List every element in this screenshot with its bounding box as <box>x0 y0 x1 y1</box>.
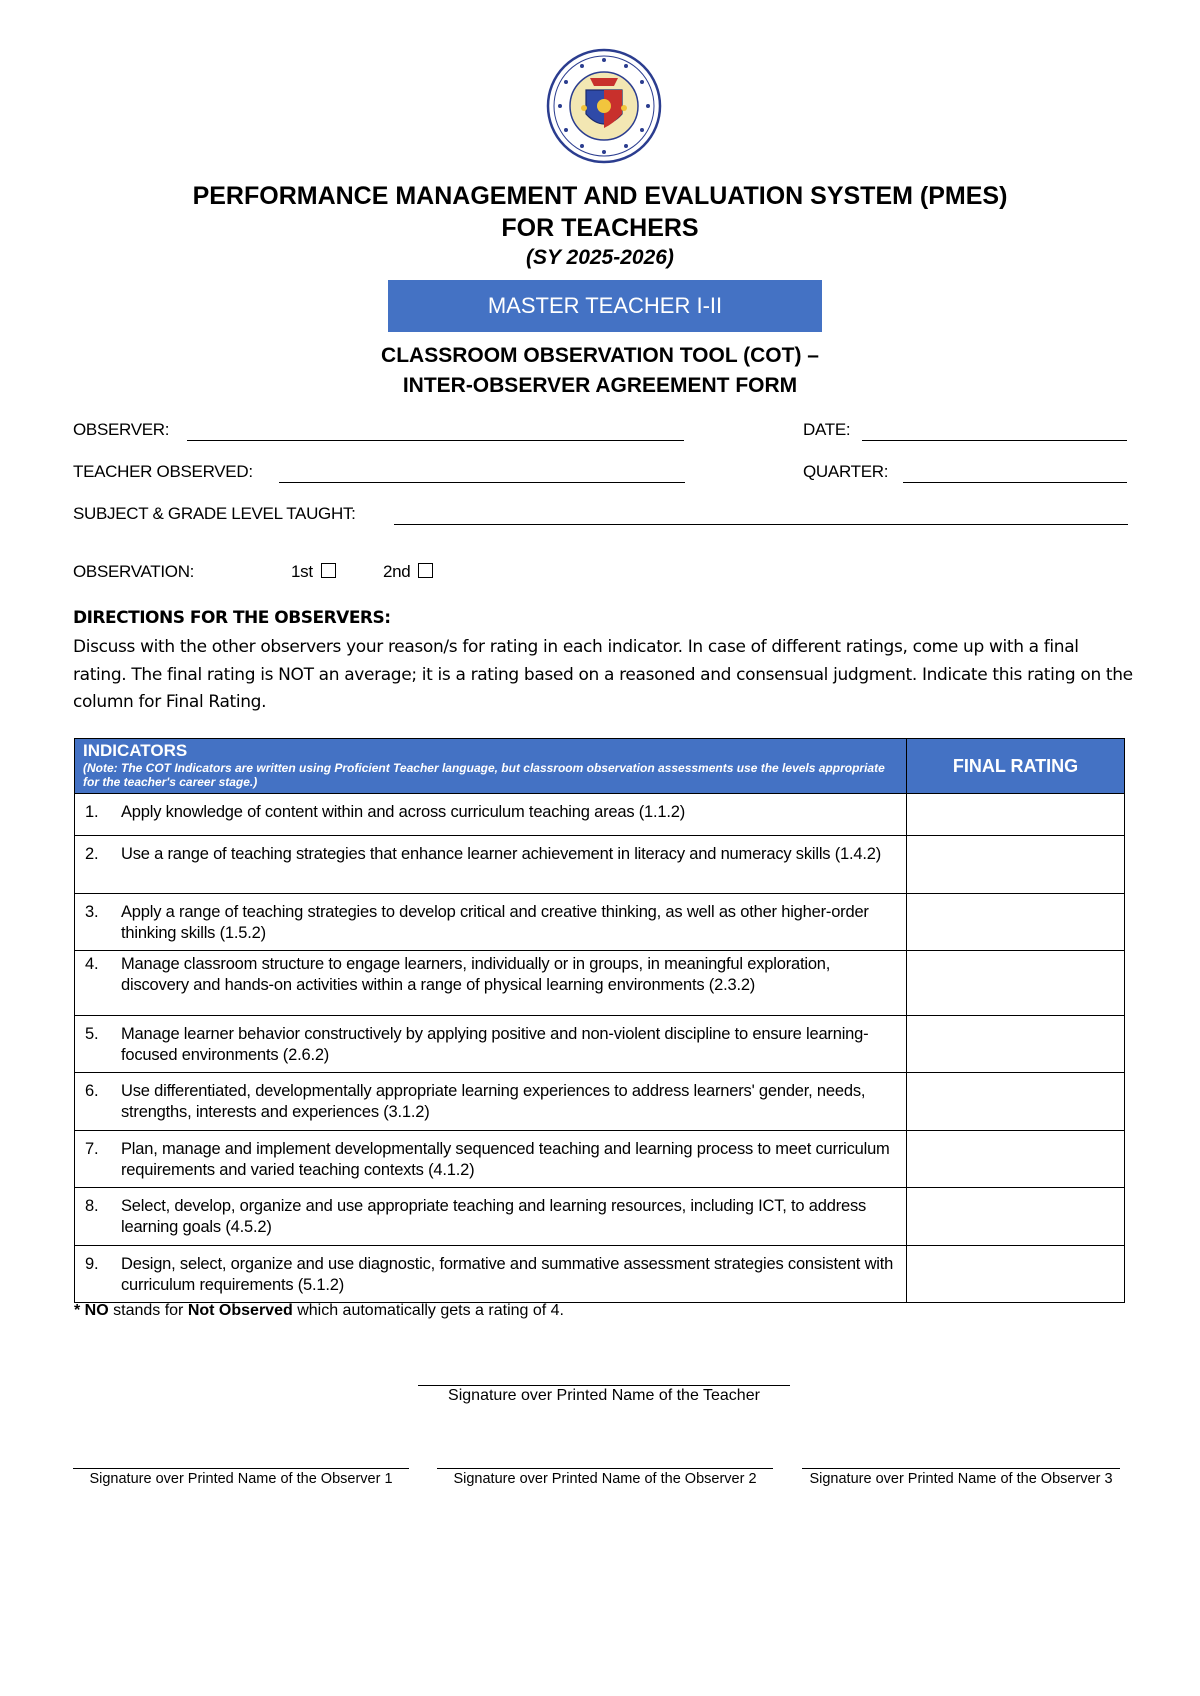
indicators-header-note: (Note: The COT Indicators are written using Proficient Teacher language, but classroom observation assessments use the levels appropriate for the teacher's career stage.) <box>83 761 885 789</box>
indicator-text: Select, develop, organize and use appropriate teaching and learning resources, including ICT, to address learning goals (4.5.2) <box>121 1197 867 1236</box>
final-rating-cell[interactable] <box>907 836 1125 894</box>
indicator-number: 2. <box>85 845 99 863</box>
final-rating-cell[interactable] <box>907 1073 1125 1131</box>
indicator-text: Manage classroom structure to engage learners, individually or in groups, in meaningful exploration, discovery and hands-on activities within a range of physical learning environments (2.3.2) <box>121 955 831 994</box>
date-field[interactable] <box>862 440 1127 441</box>
observer3-signature-line[interactable] <box>802 1468 1120 1469</box>
indicator-text: Use differentiated, developmentally appropriate learning experiences to address learners' gender, needs, strengths, interests and experiences (3.1.2) <box>121 1082 866 1121</box>
table-row <box>75 1246 1125 1303</box>
indicator-text: Manage learner behavior constructively by applying positive and non-violent discipline to ensure learning-focused environments (2.6.2) <box>121 1025 869 1064</box>
form-subtitle-line2: INTER-OBSERVER AGREEMENT FORM <box>402 374 798 397</box>
quarter-field[interactable] <box>903 482 1127 483</box>
teacher-signature-line[interactable] <box>418 1385 790 1386</box>
indicator-text: Apply knowledge of content within and across curriculum teaching areas (1.1.2) <box>121 803 686 821</box>
indicator-cell <box>75 951 907 1016</box>
observer3-signature-label: Signature over Printed Name of the Observer 3 <box>809 1471 1113 1487</box>
table-row <box>75 951 1125 1016</box>
table-row <box>75 794 1125 836</box>
observer-label: OBSERVER: <box>73 420 170 439</box>
teacher-observed-field[interactable] <box>279 482 685 483</box>
teacher-signature-label: Signature over Printed Name of the Teacher <box>448 1387 760 1404</box>
indicator-cell <box>75 1073 907 1131</box>
first-observation-checkbox[interactable] <box>321 563 336 578</box>
indicator-cell <box>75 1016 907 1073</box>
indicator-text: Plan, manage and implement developmentally sequenced teaching and learning process to meet curriculum requirements and varied teaching contexts (4.1.2) <box>121 1140 890 1179</box>
indicator-number: 8. <box>85 1197 99 1215</box>
final-rating-cell[interactable] <box>907 1188 1125 1246</box>
indicator-cell <box>75 1131 907 1188</box>
observer2-signature-label: Signature over Printed Name of the Observer 2 <box>453 1471 757 1487</box>
second-observation-label: 2nd <box>383 562 411 581</box>
career-stage-banner: MASTER TEACHER I-II <box>388 280 822 332</box>
not-observed-footnote <box>74 1302 564 1320</box>
observation-label: OBSERVATION: <box>73 562 195 581</box>
indicators-header-title: INDICATORS <box>83 741 188 760</box>
indicator-cell <box>75 794 907 836</box>
indicator-number: 4. <box>85 955 99 973</box>
indicator-number: 3. <box>85 903 99 921</box>
first-observation-option[interactable] <box>291 562 336 582</box>
indicator-cell <box>75 1188 907 1246</box>
subject-grade-label: SUBJECT & GRADE LEVEL TAUGHT: <box>73 504 356 523</box>
date-label: DATE: <box>803 420 851 439</box>
teacher-observed-label: TEACHER OBSERVED: <box>73 462 253 481</box>
indicator-number: 9. <box>85 1255 99 1273</box>
indicator-text: Design, select, organize and use diagnostic, formative and summative assessment strategies consistent with curriculum requirements (5.1.2) <box>121 1255 894 1294</box>
footnote-not-observed: Not Observed <box>187 1302 293 1319</box>
footnote-end: which automatically gets a rating of 4. <box>292 1302 564 1319</box>
directions-body: Discuss with the other observers your reason/s for rating in each indicator. In case of different ratings, come up with a final rating. The final rating is NOT an average; it is a rating based on a reasoned and consensual judgment. Indicate this rating on the column for Final Rating. <box>73 637 1133 712</box>
final-rating-header: FINAL RATING <box>907 739 1125 794</box>
indicators-header <box>75 739 907 794</box>
table-row <box>75 1188 1125 1246</box>
document-title: PERFORMANCE MANAGEMENT AND EVALUATION SYSTEM (PMES) <box>192 182 1008 210</box>
final-rating-cell[interactable] <box>907 951 1125 1016</box>
indicator-number: 1. <box>85 803 99 821</box>
quarter-label: QUARTER: <box>803 462 889 481</box>
footnote-star: * <box>74 1302 85 1319</box>
observer-field[interactable] <box>187 440 684 441</box>
form-subtitle: CLASSROOM OBSERVATION TOOL (COT) – <box>381 344 819 367</box>
indicators-table <box>74 738 1125 1303</box>
second-observation-option[interactable] <box>383 562 433 582</box>
observer1-signature-line[interactable] <box>73 1468 409 1469</box>
table-row <box>75 1131 1125 1188</box>
subject-grade-field[interactable] <box>394 524 1128 525</box>
indicator-number: 7. <box>85 1140 99 1158</box>
document-title-line2: FOR TEACHERS <box>501 214 699 242</box>
observer2-signature-line[interactable] <box>437 1468 773 1469</box>
indicator-number: 5. <box>85 1025 99 1043</box>
first-observation-label: 1st <box>291 562 313 581</box>
final-rating-cell[interactable] <box>907 1131 1125 1188</box>
table-row <box>75 894 1125 951</box>
indicator-text: Use a range of teaching strategies that enhance learner achievement in literacy and numeracy skills (1.4.2) <box>121 845 882 863</box>
indicator-text: Apply a range of teaching strategies to develop critical and creative thinking, as well as other higher-order thinking skills (1.5.2) <box>121 903 869 942</box>
second-observation-checkbox[interactable] <box>418 563 433 578</box>
directions-heading: DIRECTIONS FOR THE OBSERVERS: <box>73 608 391 628</box>
final-rating-cell[interactable] <box>907 794 1125 836</box>
final-rating-cell[interactable] <box>907 1246 1125 1303</box>
table-row <box>75 836 1125 894</box>
observer1-signature-label: Signature over Printed Name of the Observer 1 <box>89 1471 393 1487</box>
deped-seal-icon <box>546 48 662 164</box>
table-row <box>75 1073 1125 1131</box>
indicator-cell <box>75 1246 907 1303</box>
school-year: (SY 2025-2026) <box>526 246 674 269</box>
final-rating-cell[interactable] <box>907 894 1125 951</box>
table-row <box>75 1016 1125 1073</box>
final-rating-cell[interactable] <box>907 1016 1125 1073</box>
footnote-no: NO <box>84 1302 109 1319</box>
indicator-number: 6. <box>85 1082 99 1100</box>
footnote-mid: stands for <box>108 1302 188 1319</box>
indicator-cell <box>75 836 907 894</box>
indicator-cell <box>75 894 907 951</box>
